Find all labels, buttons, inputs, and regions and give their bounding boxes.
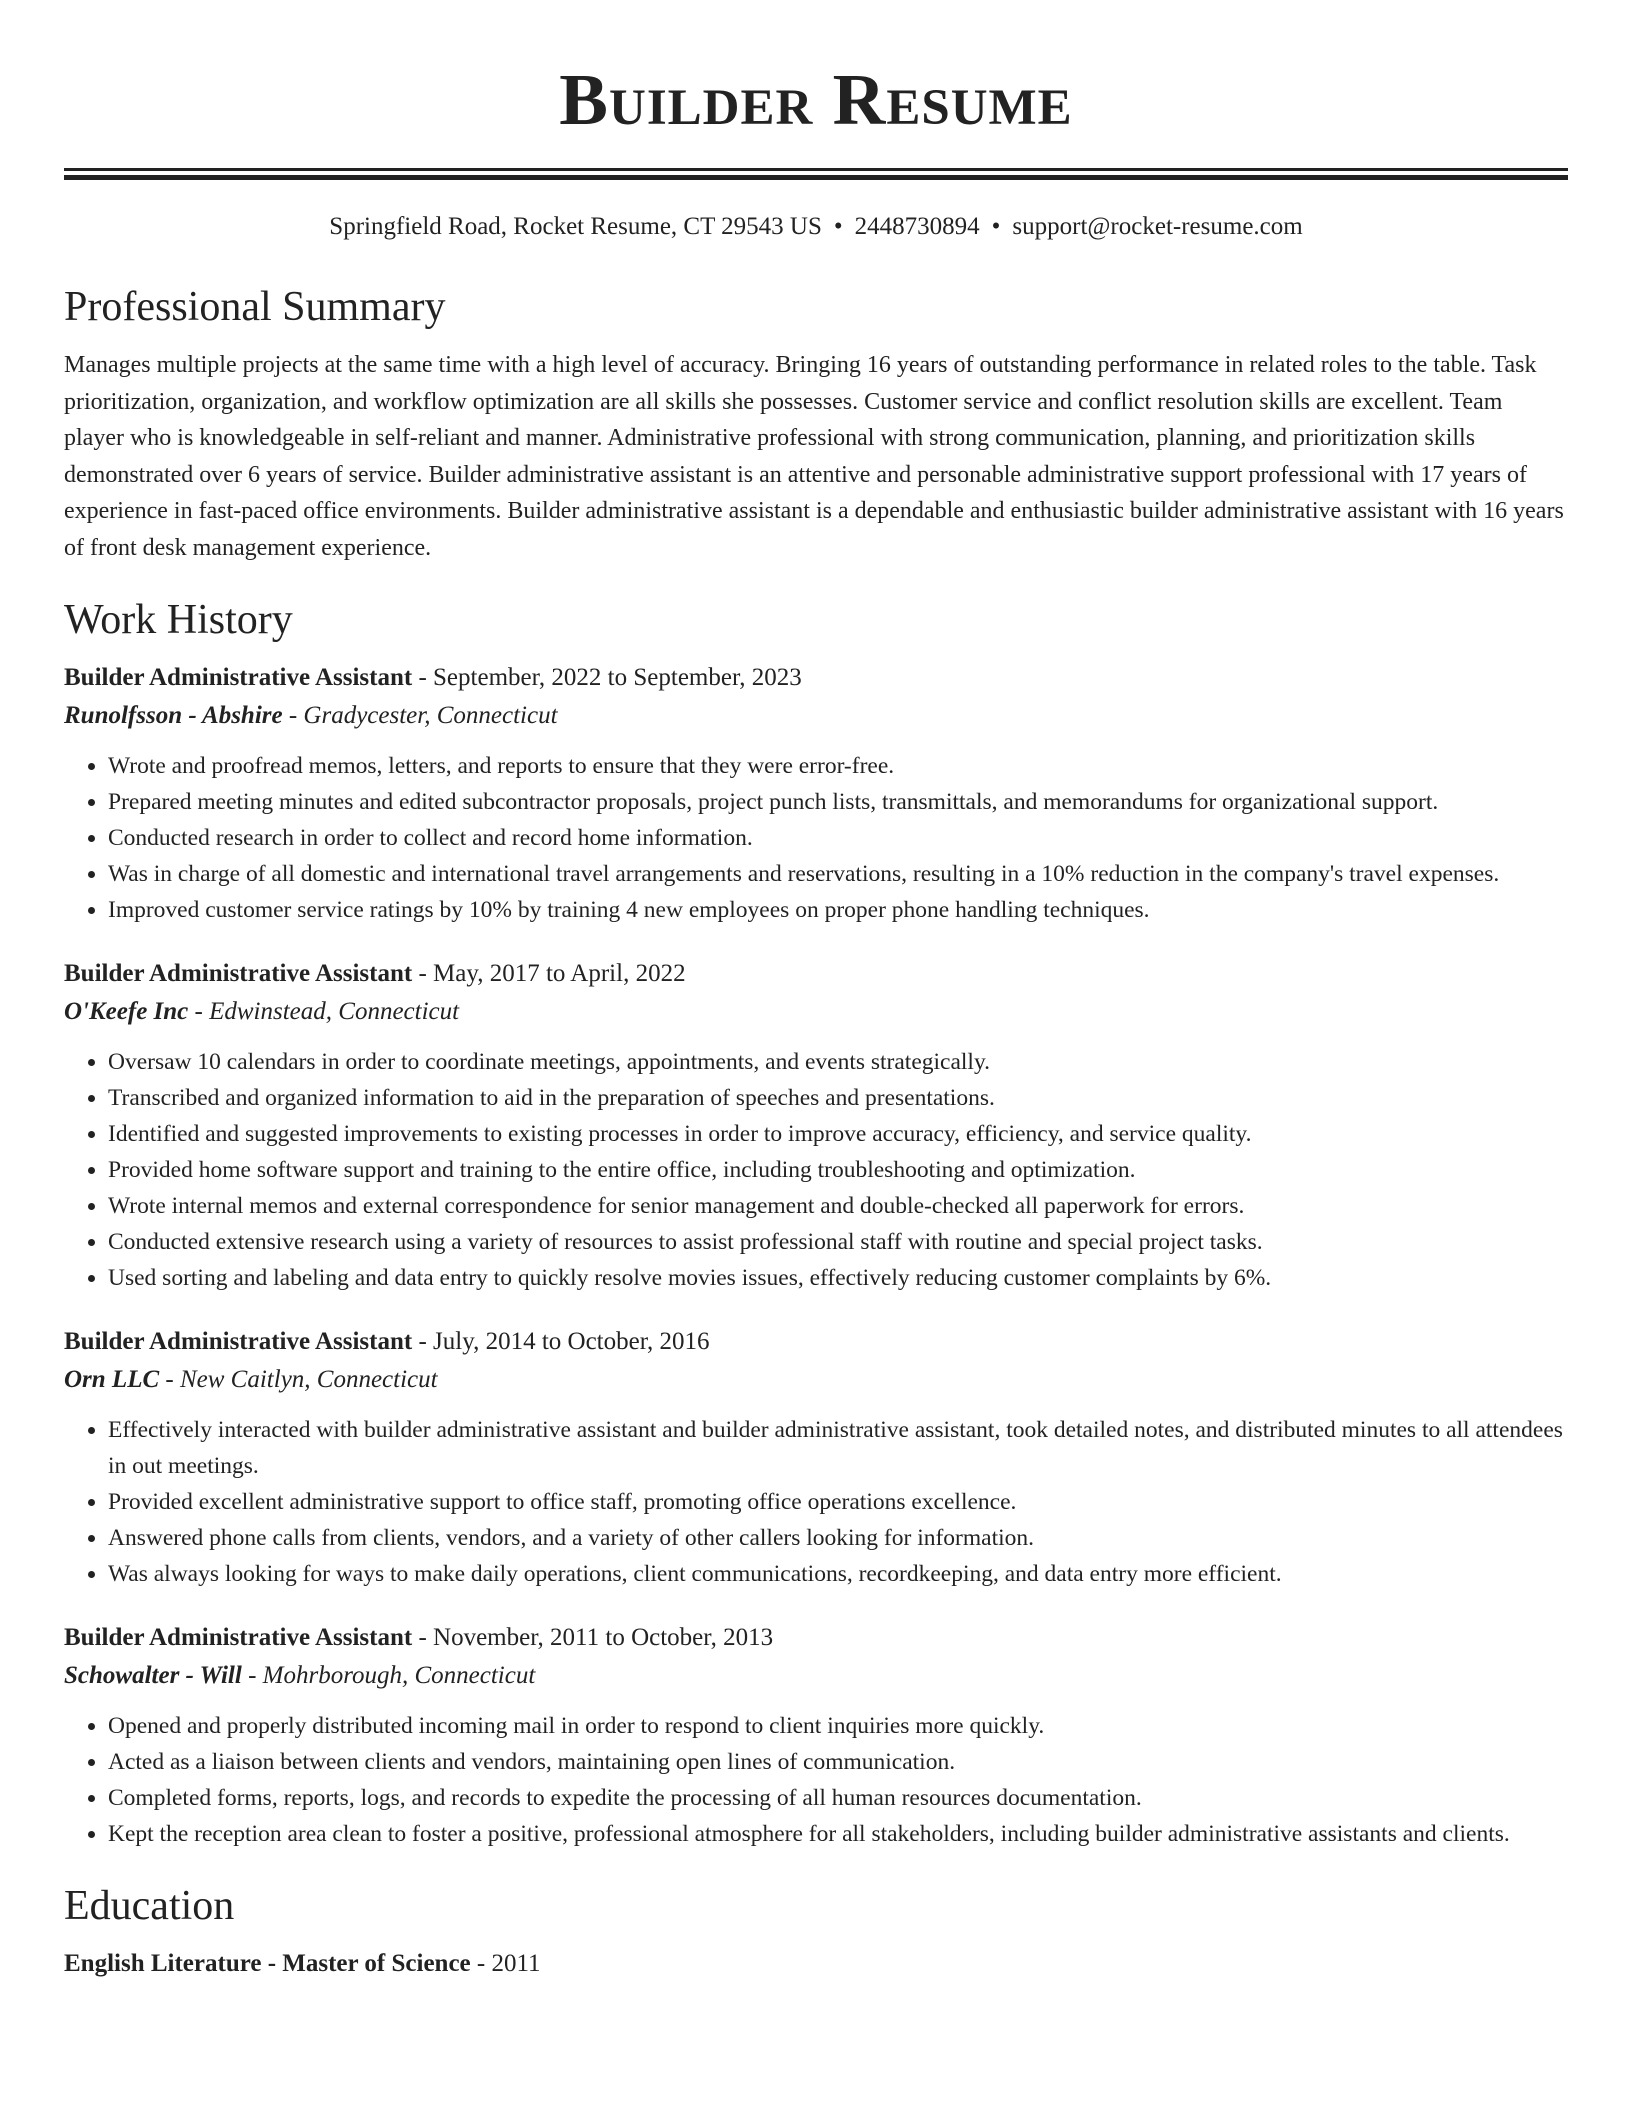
list-item: • Provided excellent administrative support to office staff, promoting office operations excellence. <box>108 1484 1568 1520</box>
company-location: - Edwinstead, Connecticut <box>188 998 460 1025</box>
summary-text: Manages multiple projects at the same time with a high level of accuracy. Bringing 16 years of outstanding performance in related roles to the table. Task prioritization, organization, and workflow optimization are all skills she possesses. Customer service and conflict resolution skills are excellent. Team player who is knowledgeable in self-reliant and manner. Administrative professional with strong communication, planning, and prioritization skills demonstrated over 6 years of service. Builder administrative assistant is an attentive and personable administrative support professional with 17 years of experience in fast-paced office environments. Builder administrative assistant is a dependable and enthusiastic builder administrative assistant with 16 years of front desk management experience. <box>64 352 1564 561</box>
job-dates: - November, 2011 to October, 2013 <box>412 1624 774 1651</box>
list-item: • Wrote and proofread memos, letters, and reports to ensure that they were error-free. <box>108 748 1568 784</box>
job-title-line <box>64 1620 1568 1656</box>
list-item: • Acted as a liaison between clients and vendors, maintaining open lines of communication. <box>108 1744 1568 1780</box>
list-item: • Used sorting and labeling and data entry to quickly resolve movies issues, effectively reducing customer complaints by 6%. <box>108 1260 1568 1296</box>
contact-separator: • <box>991 213 1001 240</box>
job-entry <box>64 956 1568 1296</box>
company-line <box>64 992 1568 1032</box>
contact-phone: 2448730894 <box>854 213 980 240</box>
company-name: Runolfsson - Abshire <box>64 702 283 729</box>
company-location: - Mohrborough, Connecticut <box>241 1662 536 1689</box>
job-title-line <box>64 1324 1568 1360</box>
job-title-line <box>64 660 1568 696</box>
education-entry <box>64 1946 1568 1982</box>
company-line <box>64 696 1568 736</box>
job-title: Builder Administrative Assistant <box>64 664 413 691</box>
list-item: • Wrote internal memos and external correspondence for senior management and double-checked all paperwork for errors. <box>108 1188 1568 1224</box>
work-history-heading: Work History <box>64 597 293 643</box>
job-duties-list <box>64 748 1568 928</box>
list-item: • Provided home software support and training to the entire office, including troubleshooting and optimization. <box>108 1152 1568 1188</box>
contact-separator: • <box>833 213 843 240</box>
contact-email: support@rocket-resume.com <box>1012 213 1303 240</box>
contact-address: Springfield Road, Rocket Resume, CT 29543 US <box>329 213 822 240</box>
list-item: • Opened and properly distributed incoming mail in order to respond to client inquiries more quickly. <box>108 1708 1568 1744</box>
job-title-line <box>64 956 1568 992</box>
job-dates: - September, 2022 to September, 2023 <box>412 664 802 691</box>
company-location: - Gradycester, Connecticut <box>282 702 558 729</box>
summary-heading: Professional Summary <box>64 284 446 330</box>
company-location: - New Caitlyn, Connecticut <box>159 1366 438 1393</box>
list-item: • Effectively interacted with builder administrative assistant and builder administrative assistant, took detailed notes, and distributed minutes to all attendees in out meetings. <box>108 1412 1568 1484</box>
education-degree: English Literature - Master of Science <box>64 1950 471 1977</box>
list-item: • Completed forms, reports, logs, and records to expedite the processing of all human resources documentation. <box>108 1780 1568 1816</box>
title-divider <box>64 168 1568 171</box>
list-item: • Was in charge of all domestic and international travel arrangements and reservations, resulting in a 10% reduction in the company's travel expenses. <box>108 856 1568 892</box>
company-name: O'Keefe Inc <box>64 998 189 1025</box>
list-item: • Oversaw 10 calendars in order to coordinate meetings, appointments, and events strategically. <box>108 1044 1568 1080</box>
company-line <box>64 1656 1568 1696</box>
list-item: • Identified and suggested improvements to existing processes in order to improve accuracy, efficiency, and service quality. <box>108 1116 1568 1152</box>
education-heading: Education <box>64 1883 235 1929</box>
list-item: • Improved customer service ratings by 10% by training 4 new employees on proper phone handling techniques. <box>108 892 1568 928</box>
list-item: • Answered phone calls from clients, vendors, and a variety of other callers looking for information. <box>108 1520 1568 1556</box>
resume-title: Builder Resume <box>559 59 1073 140</box>
company-name: Schowalter - Will <box>64 1662 242 1689</box>
company-line <box>64 1360 1568 1400</box>
list-item: • Conducted research in order to collect and record home information. <box>108 820 1568 856</box>
job-entry <box>64 1620 1568 1852</box>
job-duties-list <box>64 1044 1568 1296</box>
job-title: Builder Administrative Assistant <box>64 960 413 987</box>
job-duties-list <box>64 1412 1568 1592</box>
job-entry <box>64 660 1568 928</box>
job-title: Builder Administrative Assistant <box>64 1624 413 1651</box>
job-dates: - May, 2017 to April, 2022 <box>412 960 686 987</box>
list-item: • Conducted extensive research using a variety of resources to assist professional staff with routine and special project tasks. <box>108 1224 1568 1260</box>
job-dates: - July, 2014 to October, 2016 <box>412 1328 710 1355</box>
list-item: • Was always looking for ways to make daily operations, client communications, recordkeeping, and data entry more efficient. <box>108 1556 1568 1592</box>
job-title: Builder Administrative Assistant <box>64 1328 413 1355</box>
education-year: - 2011 <box>470 1950 541 1977</box>
list-item: • Prepared meeting minutes and edited subcontractor proposals, project punch lists, transmittals, and memorandums for organizational support. <box>108 784 1568 820</box>
contact-line <box>64 211 1568 243</box>
company-name: Orn LLC <box>64 1366 160 1393</box>
list-item: • Kept the reception area clean to foster a positive, professional atmosphere for all stakeholders, including builder administrative assistants and clients. <box>108 1816 1568 1852</box>
list-item: • Transcribed and organized information to aid in the preparation of speeches and presentations. <box>108 1080 1568 1116</box>
job-duties-list <box>64 1708 1568 1852</box>
job-entry <box>64 1324 1568 1592</box>
